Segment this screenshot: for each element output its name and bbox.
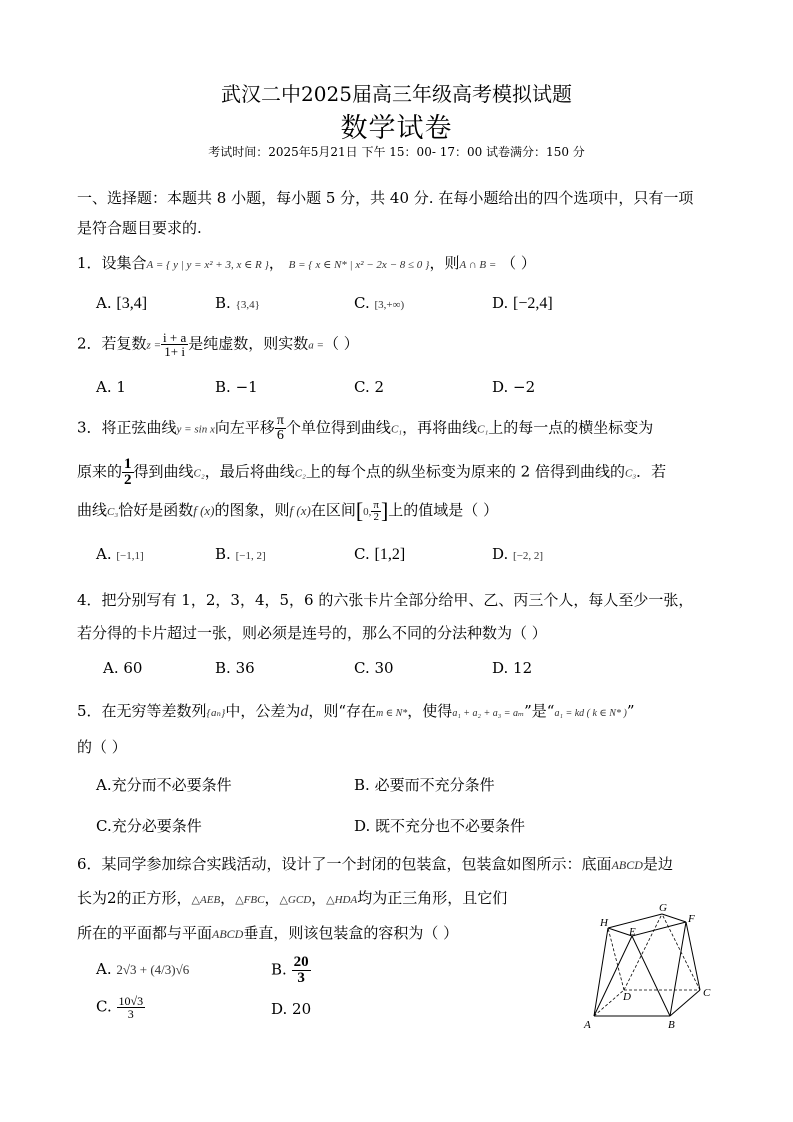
question-4-line1: 4．把分别写有 1，2，3，4，5，6 的六张卡片全部分给甲、乙、丙三个人，每人至少一张， [77, 591, 694, 609]
question-6-line2: 长为2的正方形，△AEB，△FBC，△GCD，△HDA均为正三角形，且它们 [77, 889, 508, 907]
q1-option-c: C. [3,+∞) [354, 294, 405, 312]
q1-option-a: A. [3,4] [96, 294, 148, 312]
label-b: B [668, 1019, 675, 1031]
question-5-line2: 的（ ） [77, 738, 127, 756]
school-title: 武汉二中2025届高三年级高考模拟试题 [221, 82, 572, 106]
question-6-line3: 所在的平面都与平面ABCD垂直，则该包装盒的容积为（ ） [77, 924, 459, 942]
q4-option-c: C. 30 [354, 659, 394, 677]
edge-ad [594, 990, 624, 1016]
question-4-line2: 若分得的卡片超过一张，则必须是连号的，那么不同的分法种数为（ ） [77, 624, 547, 642]
q6-option-d: D. 20 [271, 1000, 312, 1018]
label-g: G [659, 902, 667, 914]
edge-ah [594, 928, 608, 1016]
q5-option-c: C.充分必要条件 [96, 817, 202, 835]
q5-option-a: A.充分而不必要条件 [96, 776, 232, 794]
q5-option-d: D. 既不充分也不必要条件 [354, 817, 526, 835]
q2-option-d: D. −2 [492, 378, 536, 396]
question-3-line3: 曲线C₃恰好是函数f (x)的图象，则f (x)在区间[0, $\frac{\pi}{2}$ ]上的值域是（ ） [77, 498, 499, 523]
q6-option-c: C. $\frac{10√3}{3}$ [96, 994, 144, 1021]
label-h: H [600, 917, 608, 929]
label-c: C [703, 987, 711, 999]
label-d: D [623, 991, 631, 1003]
edge-cf [686, 922, 700, 990]
section-heading-line1: 一、选择题：本题共 8 小题，每小题 5 分，共 40 分. 在每小题给出的四个选项中，只有一项 [77, 189, 694, 207]
edge-cg [662, 914, 700, 990]
q6-option-a: A. 2√3 + (4/3)√6 [96, 960, 190, 978]
section-heading-line2: 是符合题目要求的. [77, 219, 202, 237]
question-2-stem: 2．若复数z = $\frac{i + a}{1+ i}$ 是纯虚数，则实数a =（ ） [77, 330, 359, 359]
q3-option-b: B. [−1, 2] [215, 545, 266, 563]
q4-option-b: B. 36 [215, 659, 255, 677]
q1-option-b: B. {3,4} [215, 294, 260, 312]
label-e: E [629, 926, 636, 938]
question-6-line1: 6．某同学参加综合实践活动，设计了一个封闭的包装盒，包装盒如图所示：底面ABCD是边 [77, 855, 673, 873]
edge-bf [670, 922, 686, 1016]
q2-option-c: C. 2 [354, 378, 385, 396]
edge-ae [594, 936, 632, 1016]
q6-option-b: B. $\frac{20}{3}$ [271, 954, 309, 986]
q3-option-c: C. [1,2] [354, 545, 406, 563]
subject-title: 数学试卷 [340, 113, 453, 144]
label-a: A [584, 1019, 591, 1031]
q2-option-a: A. 1 [96, 378, 126, 396]
question-3-line1: 3．将正弦曲线y = sin x向左平移 $\frac{\pi}{6}$ 个单位得到曲线C₁，再将曲线C₁上的每一点的横坐标变为 [77, 413, 654, 443]
edge-be [632, 936, 670, 1016]
label-f: F [688, 913, 695, 925]
question-5-line1: 5．在无穷等差数列{aₙ}中，公差为d，则“存在m ∈ N*，使得a₁ + a₂ + a₃ = aₘ”是“a₁ = kd ( k ∈ N* )” [77, 702, 635, 720]
question-3-line2: 原来的 $\frac{1}{2}$ 得到曲线C₂，最后将曲线C₂上的每个点的纵坐标变为原来的 2 倍得到曲线的C₃．若 [77, 456, 667, 488]
q4-option-a: A. 60 [103, 659, 143, 677]
exam-info: 考试时间：2025年5月21日 下午 15：00- 17：00 试卷满分：150 分 [208, 145, 585, 159]
packaging-box-figure [580, 898, 730, 1033]
set-a: A = { y | y = x² + 3, x ∈ R } [146, 259, 269, 271]
set-b: B = { x ∈ N* | x² − 2x − 8 ≤ 0 } [288, 259, 430, 271]
q4-option-d: D. 12 [492, 659, 533, 677]
q3-option-d: D. [−2, 2] [492, 545, 544, 563]
q2-option-b: B. −1 [215, 378, 258, 396]
q5-option-b: B. 必要而不充分条件 [354, 776, 495, 794]
question-1-stem: 1．设集合A = { y | y = x² + 3, x ∈ R }， B = { x ∈ N* | x² − 2x − 8 ≤ 0 }，则A ∩ B = （ ） [77, 254, 536, 272]
q1-option-d: D. [−2,4] [492, 294, 553, 312]
edge-bc [670, 990, 700, 1016]
q3-option-a: A. [−1,1] [96, 545, 144, 563]
edge-ef [632, 922, 686, 936]
